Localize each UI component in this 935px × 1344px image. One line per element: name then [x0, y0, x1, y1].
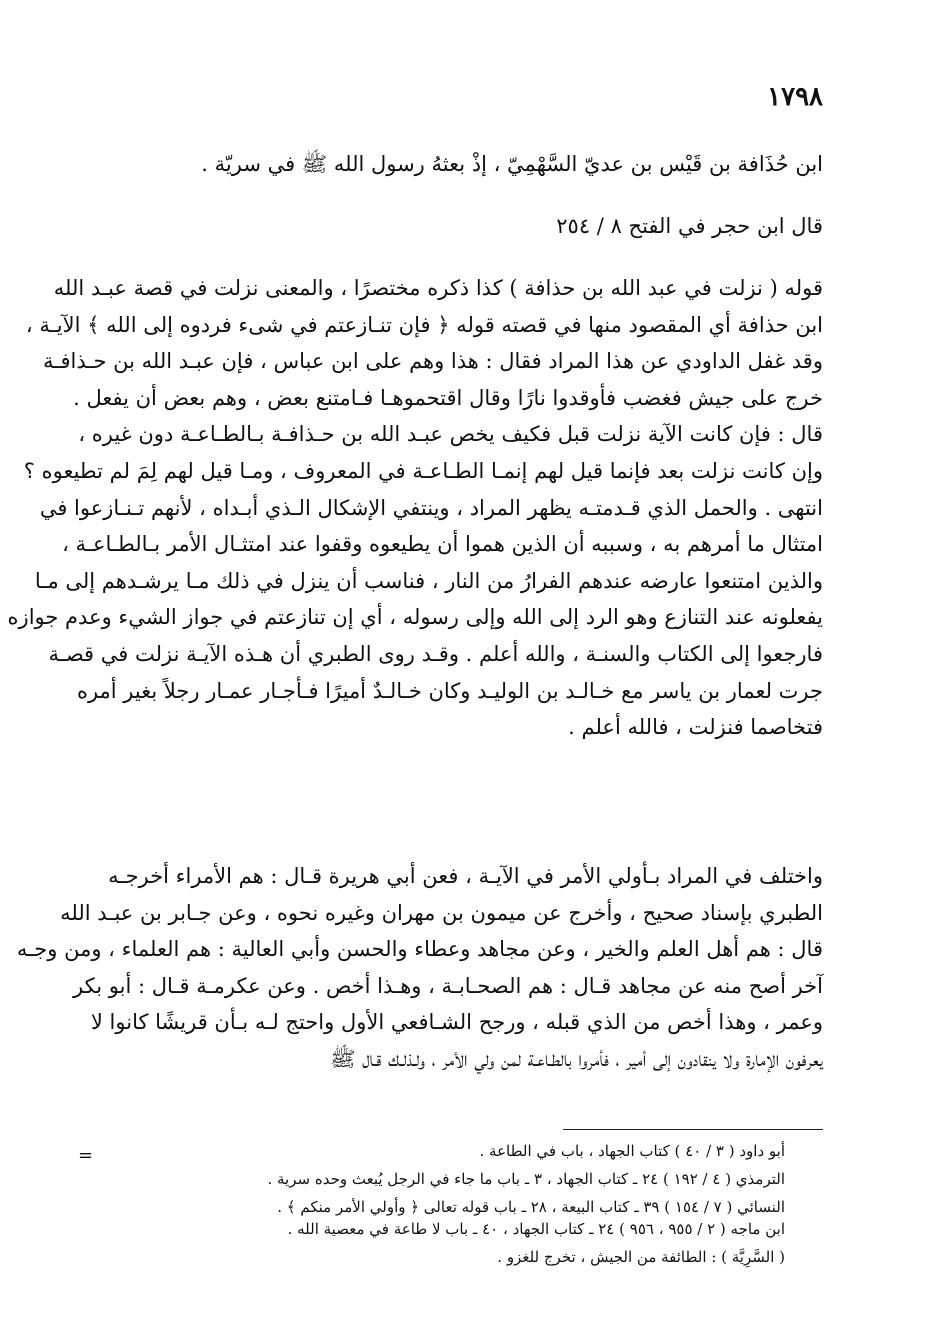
paragraph-line: واختلف في المراد بـأولي الأمر في الآيـة ، فعن أبي هريرة قـال : هم الأمراء أخرجـه [108, 864, 823, 888]
paragraph-line: والذين امتنعوا عارضه عندهم الفرارُ من النار ، فناسب أن ينزل في ذلك مـا يرشـدهم إلى مـا [34, 568, 823, 593]
paragraph-line: قال : فإن كانت الآية نزلت قبل فكيف يخص عبـد الله بن حـذافـة بـالطـاعـة دون غيره ، [78, 422, 823, 447]
paragraph-line: امتثال ما أمرهم به ، وسببه أن الذين هموا أن يطيعوه وقفوا عند امتثـال الأمر بـالطـاعـة ، [62, 532, 823, 557]
paragraph-line: يعرفون الإمارة ولا ينقادون إلى أمير ، فأمروا بالطـاعـة لمن ولي الأمر ، ولـذلـك قـال ﷺ [330, 1046, 823, 1071]
paragraph-line: جرت لعمار بن ياسر مع خـالـد بن الوليـد وكان خـالـدٌ أميرًا فـأجـار عمـار رجلاً بغير أمره [76, 678, 823, 703]
paragraph-line: وإن كانت نزلت بعد فإنما قيل لهم إنمـا الطـاعـة في المعروف ، ومـا قيل لهم لِمَ لم تطيعوه ؟ [23, 458, 823, 483]
paragraph-line: انتهى . والحمل الذي قـدمتـه يظهر المراد ، وينتفي الإشكال الـذي أبـداه ، لأنهم تـنـازعوا في [39, 495, 823, 520]
paragraph-line: آخر أصح منه عن مجاهد قـال : هم الصحـابـة ، وهـذا أخص . وعن عكرمـة قـال : أبو بكر [73, 973, 823, 998]
paragraph-line: قال : هم أهل العلم والخير ، وعن مجاهد وعطاء والحسن وأبي العالية : هم العلماء ، ومن وجـه [16, 937, 823, 962]
footnote-line: ابن ماجه ( ٢ / ٩٥٥ ، ٩٥٦ ) ٢٤ ـ كتاب الجهاد ، ٤٠ ـ باب لا طاعة في معصية الله . [287, 1220, 785, 1238]
source-reference [123, 208, 823, 245]
footnote-line: النسائي ( ٧ / ١٥٤ ) ٣٩ ـ كتاب البيعة ، ٢٨ ـ باب قوله تعالى ﴿ وأولي الأمر منكم ﴾ . [277, 1198, 785, 1216]
footnote-line: ( السَّرِيَّة ) : الطائفة من الجيش ، تخرج للغزو . [497, 1248, 785, 1266]
source-line: قال ابن حجر في الفتح ٨ / ٢٥٤ [556, 214, 823, 238]
paragraph-line: خرج على جيش فغضب فأوقدوا نارًا وقال اقتحموهـا فـامتنع بعض ، وهم بعض أن يفعل . [73, 385, 823, 410]
footnote-line: أبو داود ( ٣ / ٤٠ ) كتاب الجهاد ، باب في الطاعة . [479, 1142, 785, 1160]
paragraph-line: فارجعوا إلى الكتاب والسنـة ، والله أعلم . وقـد روى الطبري أن هـذه الآيـة نزلت في قصـة [48, 641, 823, 666]
paragraph-line: ابن حذافة أي المقصود منها في قصته قوله ﴿ فإن تنـازعتم في شىء فردوه إلى الله ﴾ الآيـة ، [25, 312, 823, 337]
paragraph-line: قوله ( نزلت في عبد الله بن حذافة ) كذا ذكره مختصرًا ، والمعنى نزلت في قصة عبـد الله [53, 276, 823, 300]
footnote-continuation-marker: = [78, 1145, 94, 1166]
footnote-line: الترمذي ( ٤ / ١٩٢ ) ٢٤ ـ كتاب الجهاد ، ٣ ـ باب ما جاء في الرجل يُبعث وحده سرية . [267, 1170, 785, 1188]
paragraph-ulil-amr [16, 858, 823, 1078]
paragraph-line: يفعلونه عند التنازع وهو الرد إلى الله وإلى رسوله ، أي إن تنازعتم في جواز الشيء وعدم جوازه [7, 605, 823, 630]
paragraph-commentary [7, 270, 823, 746]
footnote-divider [563, 1129, 823, 1130]
intro-line: ابن حُذَافة بن قَيْس بن عديّ السَّهْمِيّ ، إذْ بعثهُ رسول الله ﷺ في سريّة . [201, 152, 823, 176]
paragraph-line: الطبري بإسناد صحيح ، وأخرج عن ميمون بن مهران وغيره نحوه ، وعن جـابر بن عبـد الله [60, 900, 823, 925]
paragraph-line: فتخاصما فنزلت ، فالله أعلم . [568, 715, 823, 740]
intro-text [123, 146, 823, 182]
footnotes [225, 1140, 785, 1274]
paragraph-line: وعمر ، وهذا أخص من الذي قبله ، ورجح الشـافعي الأول واحتج لـه بـأن قريشًا كانوا لا [90, 1010, 823, 1035]
page-number: ١٧٩٨ [767, 82, 823, 112]
paragraph-line: وقد غفل الداودي عن هذا المراد فقال : هذا وهم على ابن عباس ، فإن عبـد الله بن حـذافـة [43, 349, 823, 374]
